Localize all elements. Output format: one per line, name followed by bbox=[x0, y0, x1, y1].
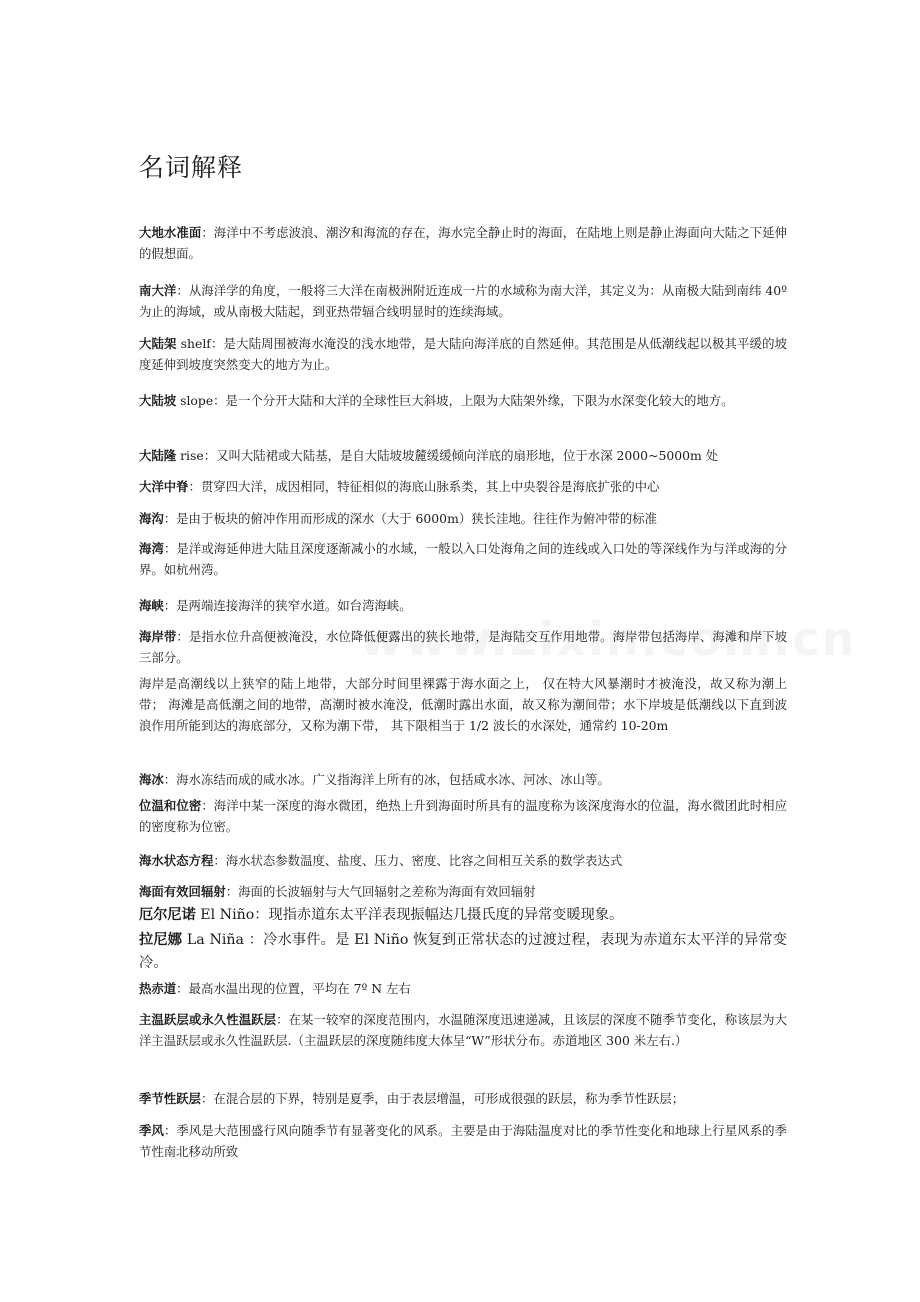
definition: 又叫大陆裙或大陆基，是自大陆坡坡麓缓缓倾向洋底的扇形地，位于水深 2000~5000m 处 bbox=[216, 448, 719, 463]
term: 大陆隆 bbox=[139, 448, 177, 463]
definition: 从海洋学的角度，一般将三大洋在南极洲附近连成一片的水域称为南大洋，其定义为：从南极大陆到南纬 40º 为止的海域，或从南极大陆起，到亚热带辐合线明显时的连续海域。 bbox=[139, 283, 788, 319]
definition: 是指水位升高便被淹没，水位降低便露出的狭长地带，是海陆交互作用地带。海岸带包括海岸、海滩和岸下坡三部分。 bbox=[139, 629, 788, 665]
term-sep: ： bbox=[176, 629, 189, 644]
term-sep: ： bbox=[201, 798, 214, 813]
term: 海水状态方程 bbox=[139, 853, 214, 868]
definition: 海洋中某一深度的海水微团，绝热上升到海面时所具有的温度称为该深度海水的位温，海水微团此时相应的密度称为位密。 bbox=[139, 798, 788, 834]
term-sep: La Niña ： bbox=[182, 932, 264, 948]
term-sep: ： bbox=[201, 225, 214, 240]
page-title: 名词解释 bbox=[139, 153, 244, 182]
term: 海面有效回辐射 bbox=[139, 884, 226, 899]
definition: 是洋或海延伸进大陆且深度逐渐减小的水域，一般以入口处海角之间的连线或入口处的等深线作为与洋或海的分界。如杭州湾。 bbox=[139, 541, 788, 577]
entry-seasonal-thermocline bbox=[139, 1088, 787, 1109]
term: 大陆坡 bbox=[139, 393, 177, 408]
definition: 现指赤道东太平洋表现振幅达几摄氏度的异常变暖现象。 bbox=[268, 907, 624, 923]
entry-continental-shelf bbox=[139, 333, 787, 375]
entry-geoid bbox=[139, 222, 787, 264]
term-sep: ： bbox=[176, 283, 189, 298]
entry-mid-ocean-ridge bbox=[139, 476, 787, 497]
term: 主温跃层或永久性温跃层 bbox=[139, 1012, 277, 1027]
definition: 是两端连接海洋的狭窄水道。如台湾海峡。 bbox=[176, 598, 412, 613]
term: 季风 bbox=[139, 1123, 164, 1138]
entry-trench bbox=[139, 508, 787, 529]
definition: 是大陆周围被海水淹没的浅水地带，是大陆向海洋底的自然延伸。其范围是从低潮线起以极其平缓的坡度延伸到坡度突然变大的地方为止。 bbox=[139, 336, 787, 372]
term: 位温和位密 bbox=[139, 798, 202, 813]
entry-bay bbox=[139, 538, 787, 580]
term-sep: ： bbox=[163, 1123, 177, 1138]
term: 热赤道 bbox=[139, 981, 177, 996]
definition: 海水状态参数温度、盐度、压力、密度、比容之间相互关系的数学表达式 bbox=[225, 853, 623, 868]
definition: 海洋中不考虑波浪、潮汐和海流的存在，海水完全静止时的海面，在陆地上则是静止海面向大陆之下延伸的假想面。 bbox=[139, 225, 788, 261]
entry-continental-slope bbox=[139, 390, 787, 411]
definition: 季风是大范围盛行风向随季节有显著变化的风系。主要是由于海陆温度对比的季节性变化和地球上行星风系的季节性南北移动所致 bbox=[139, 1123, 788, 1159]
entry-main-thermocline bbox=[139, 1009, 787, 1051]
term: 厄尔尼诺 bbox=[139, 907, 196, 923]
term-sep: ： bbox=[163, 541, 177, 556]
term-sep: ： bbox=[200, 1091, 214, 1106]
definition: 在混合层的下界，特别是夏季，由于表层增温，可形成很强的跃层，称为季节性跃层； bbox=[213, 1091, 685, 1106]
definition: 海岸是高潮线以上狭窄的陆上地带，大部分时间里裸露于海水面之上， 仅在特大风暴潮时才被淹没，故又称为潮上带； 海滩是高低潮之间的地带，高潮时被水淹没，低潮时露出水面，故又称为潮间带；水下岸坡是低潮线以下直到波浪作用所能到达的海底部分，又称为潮下带， 其下限相当于 1/2 波长的水深处，通常约 10-20m bbox=[139, 676, 787, 733]
entry-strait bbox=[139, 595, 787, 616]
entry-el-nino bbox=[139, 904, 787, 927]
term: 南大洋 bbox=[139, 283, 177, 298]
entry-southern-ocean bbox=[139, 280, 787, 322]
term: 海冰 bbox=[139, 772, 164, 787]
term: 大洋中脊 bbox=[139, 479, 189, 494]
term-sep: ： bbox=[163, 772, 177, 787]
definition: 海水冻结而成的咸水冰。广义指海洋上所有的冰，包括咸水冰、河冰、冰山等。 bbox=[176, 772, 610, 787]
term-sep: ： bbox=[213, 853, 226, 868]
definition: 贯穿四大洋，成因相同，特征相似的海底山脉系类，其上中央裂谷是海底扩张的中心 bbox=[200, 479, 660, 494]
entry-coastal-zone bbox=[139, 626, 787, 668]
term-sep: ： bbox=[176, 981, 189, 996]
term: 大陆架 bbox=[139, 336, 177, 351]
entry-sea-ice bbox=[139, 769, 787, 790]
entry-effective-back-radiation bbox=[139, 881, 787, 902]
definition: 冷水事件。是 El Niño 恢复到正常状态的过渡过程，表现为赤道东太平洋的异常变冷。 bbox=[139, 932, 787, 971]
entry-la-nina bbox=[139, 929, 787, 975]
definition: 最高水温出现的位置，平均在 7º N 左右 bbox=[188, 981, 411, 996]
term: 海沟 bbox=[139, 511, 164, 526]
term-sep: rise： bbox=[176, 448, 217, 463]
term-sep: ： bbox=[188, 479, 201, 494]
term: 海岸带 bbox=[139, 629, 177, 644]
definition: 是一个分开大陆和大洋的全球性巨大斜坡，上限为大陆架外缘，下限为水深变化较大的地方。 bbox=[225, 393, 734, 408]
term: 季节性跃层 bbox=[139, 1091, 201, 1106]
term: 拉尼娜 bbox=[139, 932, 183, 948]
definition: 在某一较窄的深度范围内，水温随深度迅速递减，且该层的深度不随季节变化，称该层为大洋主温跃层或永久性温跃层.（主温跃层的深度随纬度大体呈“W”形状分布。赤道地区 300 米左右.） bbox=[139, 1012, 788, 1048]
term-sep: El Niño： bbox=[195, 907, 269, 923]
term: 海峡 bbox=[139, 598, 164, 613]
entry-equation-of-state bbox=[139, 850, 787, 871]
entry-thermal-equator bbox=[139, 978, 787, 999]
term-sep: ： bbox=[163, 598, 177, 613]
term-sep: slope： bbox=[176, 393, 226, 408]
term-sep: ： bbox=[276, 1012, 289, 1027]
entry-potential-temperature bbox=[139, 795, 787, 837]
term-sep: ： bbox=[225, 884, 239, 899]
term: 海湾 bbox=[139, 541, 164, 556]
definition: 海面的长波辐射与大气回辐射之差称为海面有效回辐射 bbox=[238, 884, 536, 899]
term-sep: shelf： bbox=[176, 336, 224, 351]
entry-coastal-zone-detail bbox=[139, 673, 787, 736]
term-sep: ： bbox=[163, 511, 177, 526]
entry-continental-rise bbox=[139, 445, 787, 466]
definition: 是由于板块的俯冲作用而形成的深水（大于 6000m）狭长洼地。往往作为俯冲带的标准 bbox=[176, 511, 658, 526]
term: 大地水准面 bbox=[139, 225, 202, 240]
entry-monsoon bbox=[139, 1120, 787, 1162]
